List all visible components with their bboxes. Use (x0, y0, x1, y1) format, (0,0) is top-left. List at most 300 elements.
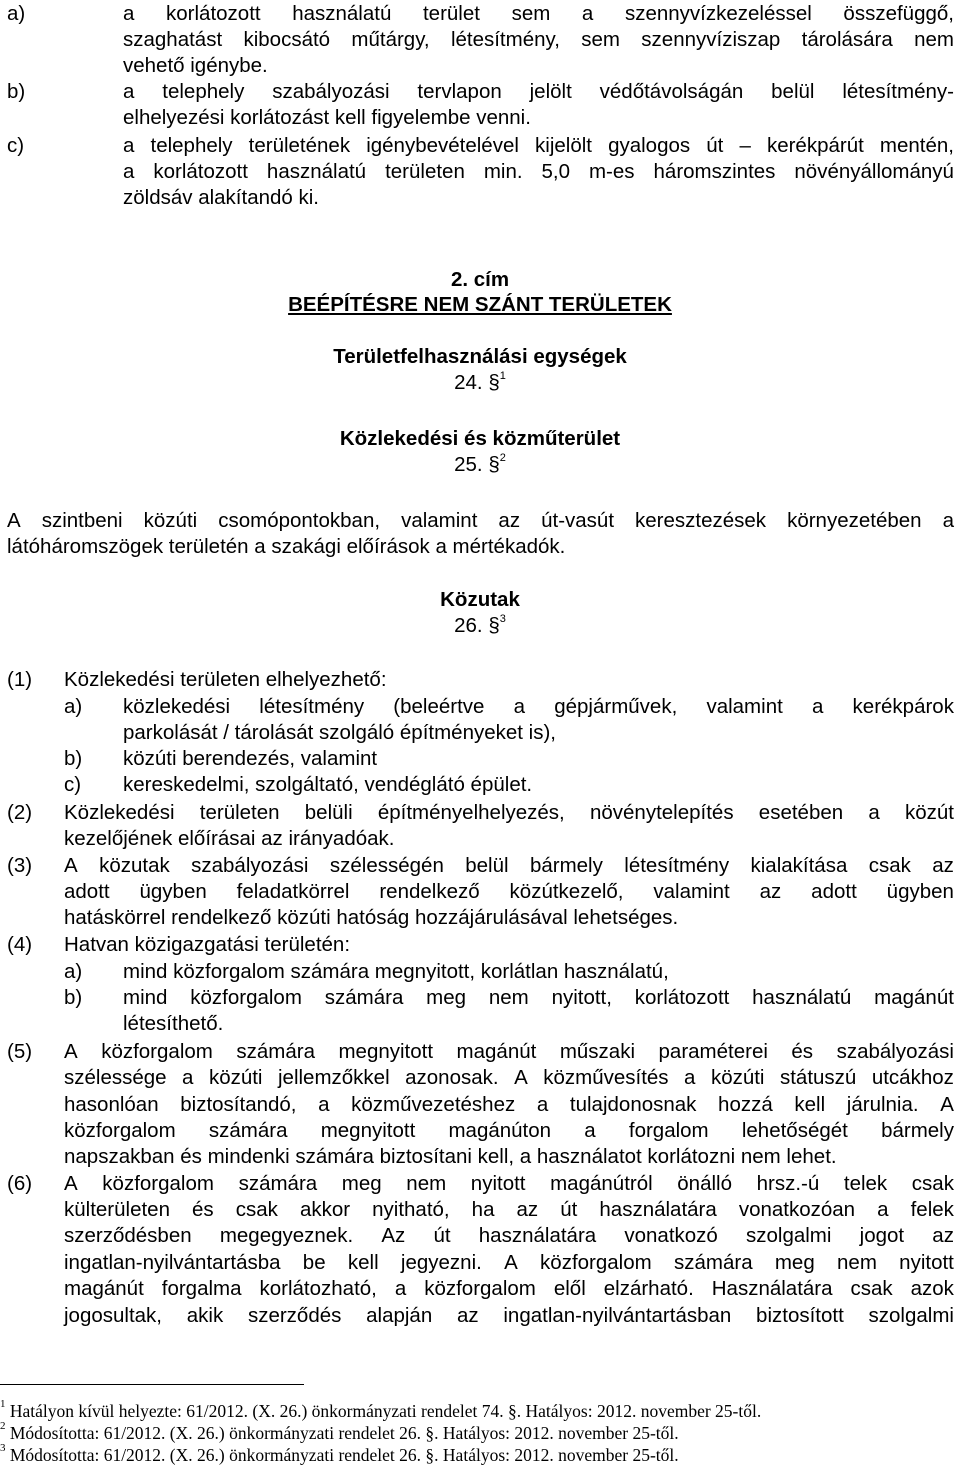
subitem-text: létesíthető. (123, 1012, 224, 1035)
word: megnyitott (320, 1119, 416, 1142)
paragraph-text (64, 800, 954, 826)
word: felek (910, 1198, 954, 1221)
footnote-number: 2 (0, 1420, 6, 1433)
paragraph-6 (0, 1171, 960, 1197)
paragraph-marker: (6) (7, 1172, 33, 1195)
list-line (123, 27, 954, 53)
word: közművezetéshez (351, 1093, 516, 1116)
paragraph-text (64, 1223, 954, 1249)
subitem-text: mind közforgalom számára megnyitott, korlátlan használatú, (123, 960, 669, 983)
word: a (584, 1119, 596, 1142)
word: utcákhoz (871, 1066, 954, 1089)
word: lehetőségét (741, 1119, 848, 1142)
paragraph-text: látóháromszögek területén a szakági előírások a mértékadók. (7, 535, 566, 558)
word: út (560, 1198, 578, 1221)
word: közút (905, 801, 954, 824)
word: A (504, 1251, 518, 1274)
word: háromszintes (653, 160, 776, 183)
word: közforgalom (64, 1119, 176, 1142)
subitem-text: parkolását / tárolását szolgáló építményeket is), (123, 721, 556, 744)
word: valamint (706, 695, 783, 718)
subitem-line (0, 720, 960, 746)
word: megegyeznek. (219, 1224, 354, 1247)
word: használatára (599, 1198, 717, 1221)
word: telek (843, 1172, 888, 1195)
word: elzárható. (603, 1277, 694, 1300)
paragraph-line (0, 879, 960, 905)
word: magánút (874, 986, 954, 1009)
paragraph-text (64, 1197, 954, 1223)
word: A (940, 1093, 954, 1116)
word: csak (911, 1172, 954, 1195)
word: szabályozási (191, 854, 309, 877)
word: létesítmény (624, 854, 730, 877)
word: számára (236, 1040, 315, 1063)
word: használatú (292, 2, 392, 25)
word: 5,0 (541, 160, 571, 183)
word: közútkezelő, (509, 880, 624, 903)
paragraph-line (0, 905, 960, 931)
paragraph-marker: (4) (7, 933, 33, 956)
section-25 (0, 452, 960, 478)
word: esetében (758, 801, 844, 824)
word: számára (673, 1251, 753, 1274)
word: be (302, 1251, 326, 1274)
word: műszaki (559, 1040, 636, 1063)
word: akik (186, 1304, 224, 1327)
word: ha (471, 1198, 495, 1221)
word: valamint (401, 509, 478, 532)
word: létesítmény- (842, 80, 954, 103)
section-number: 25. § (454, 453, 500, 476)
word: közutak (99, 854, 170, 877)
word: biztosítandó, (180, 1093, 297, 1116)
word: használatára (478, 1224, 597, 1247)
list-line-row (0, 27, 960, 53)
list-line: elhelyezési korlátozást kell figyelembe venni. (123, 106, 531, 129)
paragraph-line (0, 1144, 960, 1170)
word: szabályozási (836, 1040, 954, 1063)
word: Az (381, 1224, 406, 1247)
section-number: 24. § (454, 371, 500, 394)
word: közművesítés (543, 1066, 669, 1089)
subitem-text: kereskedelmi, szolgáltató, vendéglátó épület. (123, 773, 533, 796)
word: használatú (266, 160, 367, 183)
paragraph-text (64, 1065, 954, 1091)
list-marker: a) (7, 2, 26, 25)
word: bármely (529, 854, 603, 877)
word: jogosultak, (64, 1304, 163, 1327)
word: megnyitott (338, 1040, 434, 1063)
word: közlekedési (123, 695, 231, 718)
word: a (811, 695, 824, 718)
paragraph-text (64, 879, 954, 905)
word: közúti (208, 1066, 263, 1089)
word: a (536, 1093, 549, 1116)
word: kerékpárút (766, 134, 864, 157)
word: út-vasút (541, 509, 615, 532)
list-marker: b) (7, 80, 26, 103)
subitem-text (123, 985, 954, 1011)
paragraph-marker: (2) (7, 801, 33, 824)
word: út (706, 134, 724, 157)
word: szennyvízkezeléssel (624, 2, 812, 25)
paragraph-line (0, 1250, 960, 1276)
paragraph-text (64, 1250, 954, 1276)
list-line-row (0, 185, 960, 211)
paragraph-3 (0, 853, 960, 879)
heading-kozlekedesi: Közlekedési és közműterület (339, 427, 621, 450)
section-26 (0, 613, 960, 639)
word: az (932, 1224, 954, 1247)
word: azok (910, 1277, 954, 1300)
paragraph-line (0, 1065, 960, 1091)
section-subtitle: Területfelhasználási egységek (333, 345, 627, 368)
word: csomópontokban, (218, 509, 381, 532)
word: A (64, 854, 78, 877)
footnote-ref: 3 (499, 613, 506, 626)
word: hrsz.-ú (756, 1172, 820, 1195)
word: adott (811, 880, 857, 903)
word: tervlapon (417, 80, 502, 103)
word: jogot (859, 1224, 905, 1247)
word: a (684, 1066, 696, 1089)
word: valamint (653, 880, 730, 903)
subitem-4a (0, 959, 960, 985)
word: nem (837, 1251, 877, 1274)
footnote-1 (0, 1400, 960, 1422)
word: paraméterei (658, 1040, 768, 1063)
title-number: 2. cím (450, 268, 510, 291)
word: jelölt (529, 80, 572, 103)
subitem-text (123, 694, 954, 720)
word: – (739, 134, 751, 157)
paragraph-text: Hatvan közigazgatási területén: (64, 933, 351, 956)
word: számára (238, 1172, 318, 1195)
word: nem (914, 28, 954, 51)
subitem-1a (0, 694, 960, 720)
word: elől (553, 1277, 586, 1300)
word: műtárgy, (351, 28, 430, 51)
word: területen (199, 801, 280, 824)
footnote-ref: 1 (499, 370, 506, 383)
subitem-marker: a) (64, 695, 83, 718)
word: a (877, 1198, 889, 1221)
word: belül (771, 80, 815, 103)
word: területének (248, 134, 351, 157)
word: meg (426, 986, 467, 1009)
paragraph-text (64, 1092, 954, 1118)
paragraph-5 (0, 1039, 960, 1065)
word: magánúton (448, 1119, 552, 1142)
word: azonosak. (405, 1066, 499, 1089)
word: közforgalom (540, 1251, 652, 1274)
word: (beleértve (393, 695, 485, 718)
word: státuszú (779, 1066, 857, 1089)
word: számára (208, 1119, 288, 1142)
word: mind (123, 986, 168, 1009)
paragraph-line (0, 508, 960, 534)
word: terület (422, 2, 480, 25)
word: a (123, 2, 135, 25)
paragraph-text (64, 1039, 954, 1065)
paragraph-line (0, 1092, 960, 1118)
word: csak (850, 1277, 893, 1300)
word: hasonlóan (64, 1093, 159, 1116)
word: sem (581, 28, 620, 51)
word: a (182, 1066, 194, 1089)
word: szabályozási (272, 80, 390, 103)
list-marker: c) (7, 134, 25, 157)
word: feladatkörrel (236, 880, 350, 903)
paragraph-marker: (1) (7, 668, 33, 691)
list-line (123, 159, 954, 185)
word: szerződésben (64, 1224, 192, 1247)
word: közforgalom (424, 1277, 536, 1300)
word: szélessége (64, 1066, 167, 1089)
section-24 (0, 370, 960, 396)
word: akkor (299, 1198, 351, 1221)
word: nyitott (470, 1172, 526, 1195)
paragraph-text: kezelőjének előírásai az irányadóak. (64, 827, 395, 850)
word: az (456, 1304, 479, 1327)
word: és (791, 1040, 814, 1063)
word: az (516, 1198, 539, 1221)
subitem-1c (0, 772, 960, 798)
subitem-text: közúti berendezés, valamint (123, 747, 378, 770)
word: korlátozott (153, 160, 248, 183)
word: védőtávolságán (599, 80, 744, 103)
word: biztosított (756, 1304, 844, 1327)
page-title-text: BEÉPÍTÉSRE NEM SZÁNT TERÜLETEK (288, 293, 672, 316)
word: a (513, 695, 526, 718)
word: használatú (752, 986, 852, 1009)
footnote-3 (0, 1444, 960, 1466)
word: kialakítása (750, 854, 848, 877)
heading-kozutak: Közutak (440, 588, 520, 611)
word: járulnia. (846, 1093, 919, 1116)
word: jellemzőkkel (277, 1066, 390, 1089)
paragraph-text (7, 508, 954, 534)
paragraph-line (0, 1303, 960, 1329)
list-line-row (0, 105, 960, 131)
word: magánút (64, 1277, 144, 1300)
word: létesítmény, (450, 28, 560, 51)
word: a (123, 134, 135, 157)
word: nem (406, 1172, 447, 1195)
word: meg (774, 1251, 815, 1274)
word: belül (465, 854, 509, 877)
word: jegyezni. (400, 1251, 482, 1274)
word: kell (794, 1093, 826, 1116)
word: gyalogos (608, 134, 691, 157)
word: szolgalmi (746, 1224, 832, 1247)
word: a (394, 1277, 407, 1300)
list-item-b (0, 79, 960, 105)
paragraph-text (64, 853, 954, 879)
footnote-number: 1 (0, 1398, 6, 1411)
word: korlátozható, (259, 1277, 377, 1300)
paragraph-text: Közlekedési területen elhelyezhető: (64, 668, 387, 691)
word: korlátozott (634, 986, 730, 1009)
word: forgalom (628, 1119, 709, 1142)
paragraph-line (0, 1197, 960, 1223)
word: szaghatást (123, 28, 223, 51)
subitem-marker: a) (64, 960, 83, 983)
paragraph-line (0, 1223, 960, 1249)
word: területen (385, 160, 465, 183)
word: közúti (710, 1066, 765, 1089)
paragraph-text: napszakban és mindenki számára biztosítani kell, a használatot korlátozni nem lehet. (64, 1145, 837, 1168)
word: tárolására (801, 28, 893, 51)
word: telephely (162, 80, 245, 103)
word: nyitott (899, 1251, 954, 1274)
word: A (7, 509, 21, 532)
subitem-1b (0, 746, 960, 772)
paragraph-marker: (5) (7, 1040, 33, 1063)
word: Használatára (711, 1277, 833, 1300)
word: az (932, 854, 954, 877)
paragraph-line (0, 534, 960, 560)
word: szélességén (329, 854, 444, 877)
word: szerződés (247, 1304, 342, 1327)
word: gépjárművek, (554, 695, 678, 718)
footnote-text: Módosította: 61/2012. (X. 26.) önkormányzati rendelet 26. §. Hatályos: 2012. november 25-től. (9, 1445, 679, 1465)
word: és (192, 1198, 214, 1221)
paragraph-1 (0, 667, 960, 693)
word: alapján (366, 1304, 433, 1327)
word: A (514, 1066, 528, 1089)
list-line-row (0, 53, 960, 79)
word: igénybevételével (366, 134, 519, 157)
word: magánútról (550, 1172, 653, 1195)
word: környezetében (787, 509, 922, 532)
word: hozzá (718, 1093, 773, 1116)
word: adott (64, 880, 110, 903)
paragraph-line (0, 1276, 960, 1302)
word: tulajdonosnak (569, 1093, 697, 1116)
footnote-text: Módosította: 61/2012. (X. 26.) önkormányzati rendelet 26. §. Hatályos: 2012. november 25-től. (9, 1423, 679, 1443)
word: meg (341, 1172, 382, 1195)
word: szennyvíziszap (641, 28, 781, 51)
word: szolgalmi (868, 1304, 954, 1327)
word: vonatkozó (624, 1224, 718, 1247)
word: nyitható, (372, 1198, 450, 1221)
word: építményelhelyezés, (377, 801, 565, 824)
paragraph-text: hatáskörrel rendelkező közúti hatóság hozzájárulásával lehetséges. (64, 906, 679, 929)
word: a (123, 80, 135, 103)
word: kijelölt (535, 134, 592, 157)
word: a (123, 160, 135, 183)
list-line: zöldsáv alakítandó ki. (123, 186, 320, 209)
word: ingatlan-nyilvántartásban (503, 1304, 732, 1327)
list-line (123, 133, 954, 159)
word: A (64, 1040, 78, 1063)
paragraph-text (64, 1276, 954, 1302)
subitem-4b (0, 985, 960, 1011)
footnote-number: 3 (0, 1442, 6, 1455)
footnote-text: Hatályon kívül helyezte: 61/2012. (X. 26.) önkormányzati rendelet 74. §. Hatályos: 2012. november 25-től. (9, 1401, 762, 1421)
word: m-es (588, 160, 635, 183)
subitem-marker: c) (64, 773, 82, 796)
word: növényállományú (794, 160, 954, 183)
word: rendelkező (379, 880, 480, 903)
word: belüli (304, 801, 353, 824)
list-item-c (0, 133, 960, 159)
word: csak (235, 1198, 278, 1221)
word: csak (868, 854, 911, 877)
word: a (868, 801, 880, 824)
word: a (318, 1093, 330, 1116)
word: telephely (150, 134, 233, 157)
paragraph-text (64, 1303, 954, 1329)
subitem-marker: b) (64, 986, 83, 1009)
word: nyitott, (551, 986, 612, 1009)
word: közforgalom (102, 1172, 214, 1195)
list-line-row (0, 159, 960, 185)
word: kell (347, 1251, 379, 1274)
word: A (64, 1172, 78, 1195)
word: közforgalom (190, 986, 302, 1009)
word: keresztezések (635, 509, 767, 532)
word: ügyben (886, 880, 954, 903)
word: kibocsátó (243, 28, 331, 51)
word: magánút (456, 1040, 537, 1063)
word: az (498, 509, 521, 532)
word: szintbeni (41, 509, 123, 532)
word: külterületen (64, 1198, 170, 1221)
footnote-separator (0, 1384, 304, 1385)
word: út (433, 1224, 451, 1247)
paragraph-text (64, 1118, 954, 1144)
word: növénytelepítés (589, 801, 734, 824)
word: létesítmény (259, 695, 365, 718)
word: korlátozott (166, 2, 261, 25)
word: a (581, 2, 594, 25)
section-number: 26. § (454, 614, 500, 637)
word: sem (511, 2, 551, 25)
word: min. (483, 160, 523, 183)
word: forgalma (161, 1277, 242, 1300)
word: számára (324, 986, 404, 1009)
word: összefüggő, (843, 2, 954, 25)
word: ügyben (139, 880, 207, 903)
word: kerékpárok (852, 695, 954, 718)
page-title (0, 292, 960, 318)
word: önálló (677, 1172, 732, 1195)
paragraph-marker: (3) (7, 854, 33, 877)
word: közúti (143, 509, 198, 532)
paragraph-line (0, 826, 960, 852)
word: az (759, 880, 782, 903)
paragraph-line (0, 1118, 960, 1144)
list-line (123, 1, 954, 27)
list-item-a (0, 1, 960, 27)
word: közforgalom (101, 1040, 213, 1063)
word: mentén, (879, 134, 954, 157)
word: ingatlan-nyilvántartásba (64, 1251, 281, 1274)
list-line (123, 79, 954, 105)
word: Közlekedési (64, 801, 175, 824)
word: a (942, 509, 954, 532)
word: bármely (881, 1119, 954, 1142)
footnote-ref: 2 (499, 452, 506, 465)
subitem-marker: b) (64, 747, 83, 770)
paragraph-text (64, 1171, 954, 1197)
footnote-2 (0, 1422, 960, 1444)
word: nem (488, 986, 529, 1009)
paragraph-2 (0, 800, 960, 826)
